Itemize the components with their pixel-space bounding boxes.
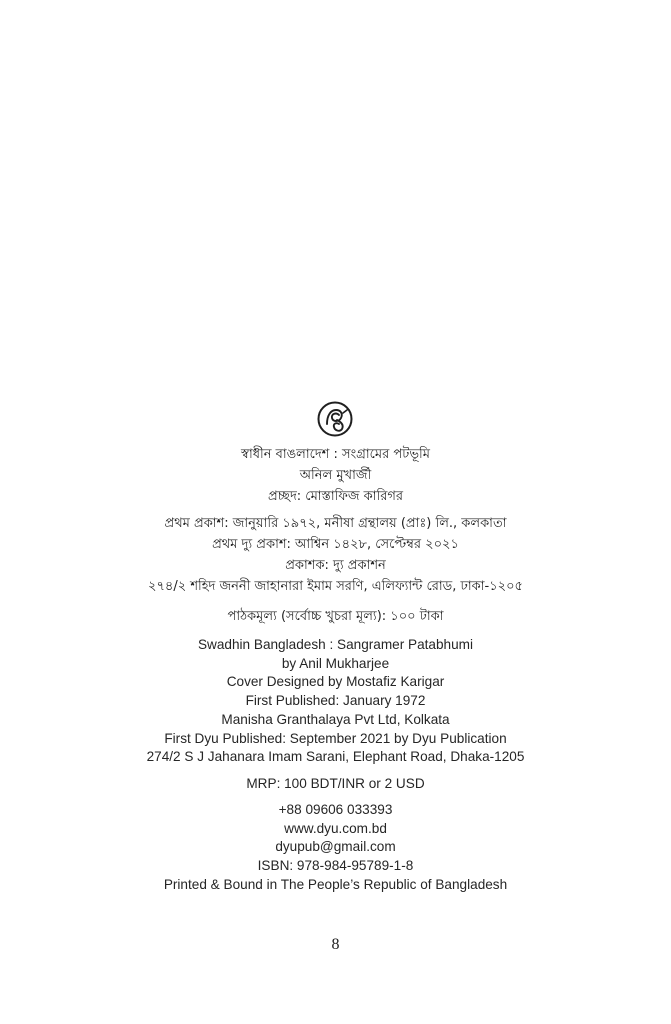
english-address: 274/2 S J Jahanara Imam Sarani, Elephant Road, Dhaka-1205 [146, 749, 525, 765]
english-author: by Anil Mukharjee [281, 655, 390, 671]
page-number: 8 [331, 936, 340, 953]
website: www.dyu.com.bd [284, 820, 387, 836]
bangla-cover-designer: প্রচ্ছদ: মোস্তাফিজ কারিগর [267, 489, 404, 504]
mrp: MRP: 100 BDT/INR or 2 USD [246, 776, 425, 791]
bangla-credits [0, 444, 671, 507]
english-original-publisher: Manisha Granthalaya Pvt Ltd, Kolkata [221, 711, 450, 727]
dyu-publication-logo-icon [316, 400, 354, 438]
isbn: ISBN: 978-984-95789-1-8 [257, 858, 414, 874]
contact-info [0, 801, 671, 895]
mrp-section [0, 775, 671, 794]
bangla-title: স্বাধীন বাঙলাদেশ : সংগ্রামের পটভূমি [241, 447, 430, 462]
phone-number: +88 09606 033393 [278, 802, 393, 817]
bangla-publisher: প্রকাশক: দ্যু প্রকাশন [285, 558, 386, 573]
english-cover-designer: Cover Designed by Mostafiz Karigar [226, 674, 445, 690]
bangla-author: অনিল মুখার্জী [299, 468, 372, 483]
bangla-first-published: প্রথম প্রকাশ: জানুয়ারি ১৯৭২, মনীষা গ্রন্থালয় (প্রাঃ) লি., কলকাতা [164, 516, 507, 531]
english-title: Swadhin Bangladesh : Sangramer Patabhumi [197, 637, 474, 652]
bangla-price-section [0, 606, 671, 627]
bangla-price: পাঠকমূল্য (সর্বোচ্চ খুচরা মূল্য): ১০০ টাকা [227, 609, 444, 624]
email: dyupub@gmail.com [275, 839, 396, 855]
bangla-publication-info [0, 513, 671, 597]
bangla-dyu-first-published: প্রথম দ্যু প্রকাশ: আশ্বিন ১৪২৮, সেপ্টেম্বর ২০২১ [212, 537, 459, 552]
printed-bound-location: Printed & Bound in The People’s Republic of Bangladesh [163, 876, 508, 892]
english-first-published: First Published: January 1972 [245, 693, 426, 709]
bangla-address: ২৭৪/২ শহিদ জননী জাহানারা ইমাম সরণি, এলিফ্যান্ট রোড, ঢাকা-১২০৫ [148, 579, 523, 594]
english-credits [0, 636, 671, 767]
english-dyu-first-published: First Dyu Published: September 2021 by Dyu Publication [164, 730, 507, 746]
